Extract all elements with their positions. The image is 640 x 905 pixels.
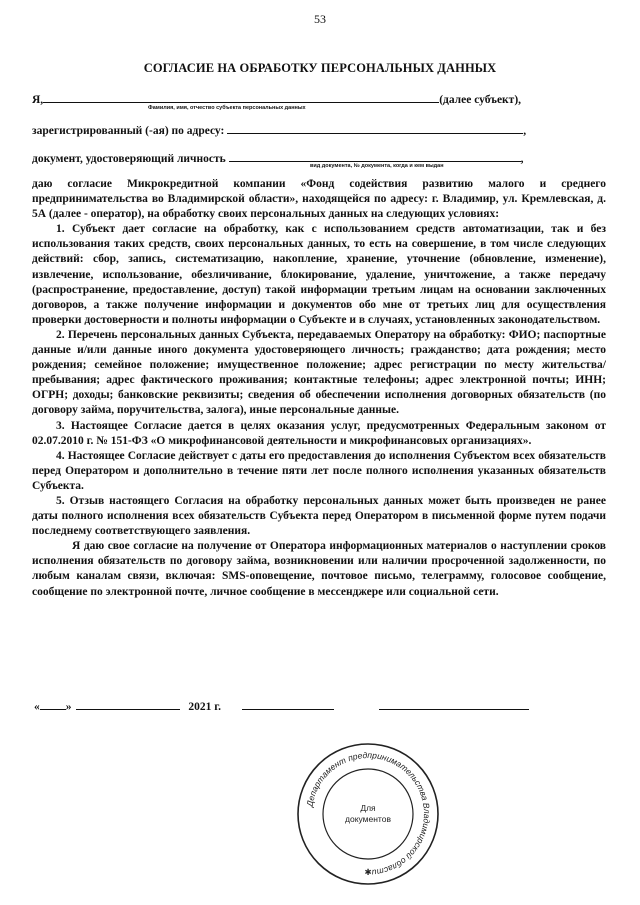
address-row bbox=[32, 122, 526, 137]
address-blank[interactable] bbox=[227, 122, 523, 134]
clause-4: 4. Настоящее Согласие действует с даты его предоставления до исполнения Субъектом всех обязательств перед Оператором и дополнительно в течение пяти лет после полного исполнения указанных обязательств Субъекта. bbox=[32, 449, 606, 492]
document-blank[interactable] bbox=[229, 150, 521, 162]
full-name-blank[interactable] bbox=[379, 698, 529, 710]
document-row bbox=[32, 150, 523, 165]
name-suffix: (далее субъект), bbox=[439, 94, 522, 106]
name-row bbox=[32, 91, 521, 106]
date-open-quote: « bbox=[34, 701, 40, 713]
official-stamp bbox=[295, 741, 441, 887]
clause-3: 3. Настоящее Согласие дается в целях оказания услуг, предусмотренных Федеральным законом от 02.07.2010 г. № 151-ФЗ «О микрофинансовой деятельности и микрофинансовых организациях». bbox=[32, 419, 606, 447]
clause-5: 5. Отзыв настоящего Согласия на обработку персональных данных может быть произведен не ранее даты полного исполнения всех обязательств Субъекта перед Оператором в письменной форме путем подачи последнему соответствующего заявления. bbox=[32, 494, 606, 538]
clause-2: 2. Перечень персональных данных Субъекта, передаваемых Оператору на обработку: ФИО; паспортные данные и/или данные иного документа удостоверяющего личность; гражданство; дата рождения; место рождения; семейное положение; имущественное положение; адрес регистрации по месту жительства/пребывания; адрес фактического проживания; контактные телефоны; адрес электронной почты; ИНН; ОГРН; доходы; банковские реквизиты; сведения об обеспечении исполнения договорных обязательств (по договору займа, поручительства, залога), иные персональные данные. bbox=[32, 328, 606, 417]
name-prefix: Я, bbox=[32, 94, 44, 106]
stamp-center-line1: Для bbox=[360, 803, 376, 813]
signature-row bbox=[34, 698, 529, 713]
year-label: 2021 г. bbox=[188, 701, 222, 713]
stamp-center-line2: документов bbox=[345, 814, 391, 824]
communications-consent: Я даю свое согласие на получение от Оператора информационных материалов о наступлении сроков исполнения обязательств по договору займа, возникновении или наличии просроченной задолженности, по любым каналам связи, включая: SMS-оповещение, почтовое письмо, телеграмму, голосовое сообщение, сообщение по электронной почте, личное сообщение в мессенджере или социальной сети. bbox=[32, 540, 606, 598]
document-label: документ, удостоверяющий личность bbox=[32, 153, 226, 165]
document-hint: вид документа, № документа, когда и кем выдан bbox=[310, 163, 444, 169]
name-hint: Фамилия, имя, отчество субъекта персональных данных bbox=[148, 105, 306, 111]
stamp-star-icon: ✱ bbox=[364, 867, 372, 877]
day-blank[interactable] bbox=[40, 698, 66, 710]
document-title: СОГЛАСИЕ НА ОБРАБОТКУ ПЕРСОНАЛЬНЫХ ДАННЫХ bbox=[143, 61, 497, 75]
month-blank[interactable] bbox=[76, 698, 180, 710]
consent-body bbox=[32, 177, 606, 600]
intro-paragraph: даю согласие Микрокредитной компании «Фонд содействия развитию малого и среднего предпринимательства во Владимирской области», находящейся по адресу: г. Владимир, ул. Кремлевская, д. 5А (далее - оператор), на обработку своих персональных данных на следующих условиях: bbox=[32, 178, 606, 221]
document-suffix: , bbox=[520, 153, 524, 165]
date-close-quote: » bbox=[65, 701, 72, 713]
stamp-ring-text: Департамент предпринимательства Владимирской области bbox=[304, 749, 433, 878]
clause-1: 1. Субъект дает согласие на обработку, как с использованием средств автоматизации, так и без использования таких средств, своих персональных данных, то есть на совершение, в том числе следующих действий: сбор, запись, систематизацию, накопление, хранение, уточнение (обновление, изменение), извлечение, использование, обезличивание, блокирование, удаление, уничтожение, а также передачу (распространение, предоставление, доступ) такой информации третьим лицам на основании заключенных договоров, а также получение информации и документов обо мне от третьих лиц для осуществления проверки достоверности и полноты информации о Субъекте и в случаях, установленных законодательством. bbox=[32, 223, 606, 326]
address-label: зарегистрированный (-ая) по адресу: bbox=[32, 125, 225, 137]
signature-blank[interactable] bbox=[242, 698, 334, 710]
page-number: 53 bbox=[314, 12, 326, 26]
address-suffix: , bbox=[523, 125, 527, 137]
name-blank[interactable] bbox=[43, 91, 439, 103]
